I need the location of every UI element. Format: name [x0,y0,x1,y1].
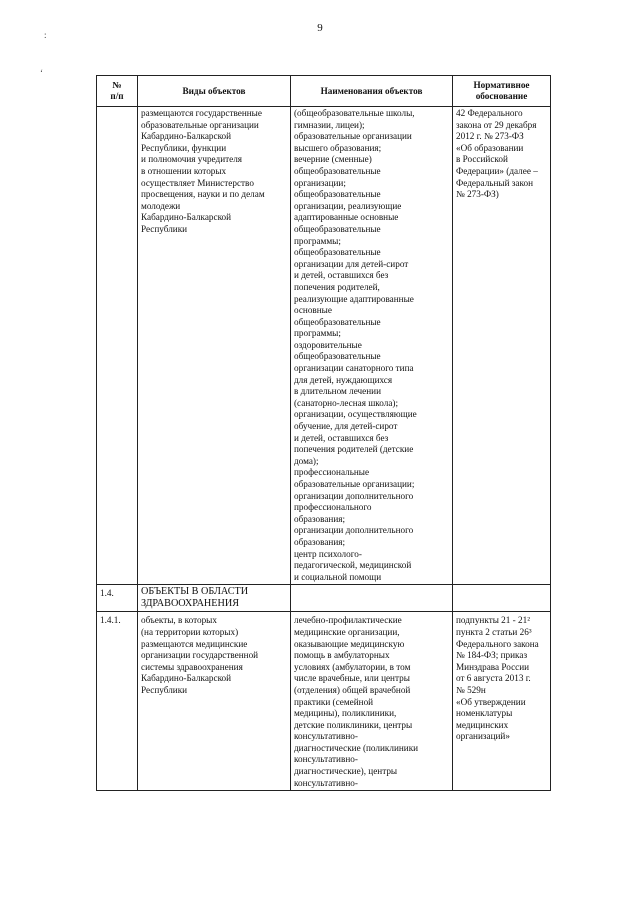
cell-num [97,107,138,585]
cell-basis [453,585,551,612]
cell-kind: объекты, в которых (на территории которых) размещаются медицинские организации государственной системы здравоохранения Кабардино-Балкарской Республики [138,612,291,791]
page-number: 9 [317,22,323,34]
table-row [97,612,551,791]
cell-num: 1.4.1. [97,612,138,791]
table-header-row [97,76,551,107]
cell-basis: 42 Федерального закона от 29 декабря 2012 г. № 273-ФЗ «Об образовании в Российской Федерации» (далее – Федеральный закон № 273-ФЗ) [453,107,551,585]
section-title: ОБЪЕКТЫ В ОБЛАСТИ ЗДРАВООХРАНЕНИЯ [138,585,291,612]
cell-name [291,585,453,612]
cell-name: лечебно-профилактические медицинские организации, оказывающие медицинскую помощь в амбулаторных условиях (амбулатории, в том числе врачебные, или центры (отделения) общей врачебной практики (семейной медицины), поликлиники, детские поликлиники, центры консультативно- диагностические (поликлиники консультативно- диагностические), центры консультативно- [291,612,453,791]
header-num: № п/п [97,76,138,107]
objects-table [96,75,551,791]
header-basis: Нормативное обоснование [453,76,551,107]
scan-artifact: ‘ [40,68,43,78]
cell-num: 1.4. [97,585,138,612]
table-row-section [97,585,551,612]
cell-kind: размещаются государственные образовательные организации Кабардино-Балкарской Республики, функции и полномочия учредителя в отношении которых осуществляет Министерство просвещения, науки и по делам молодежи Кабардино-Балкарской Республики [138,107,291,585]
header-kind: Виды объектов [138,76,291,107]
cell-basis: подпункты 21 - 21² пункта 2 статьи 26³ Федерального закона № 184-ФЗ; приказ Минздрава России от 6 августа 2013 г. № 529н «Об утверждении номенклатуры медицинских организаций» [453,612,551,791]
cell-name: (общеобразовательные школы, гимназии, лицеи); образовательные организации высшего образования; вечерние (сменные) общеобразовательные организации; общеобразовательные организации, реализующие адаптированные основные общеобразовательные программы; общеобразовательные организации для детей-сирот и детей, оставшихся без попечения родителей, реализующие адаптированные основные общеобразовательные программы; оздоровительные общеобразовательные организации санаторного типа для детей, нуждающихся в длительном лечении (санаторно-лесная школа); организации, осуществляющие обучение, для детей-сирот и детей, оставшихся без попечения родителей (детские дома); профессиональные образовательные организации; организации дополнительного профессионального образования; организации дополнительного образования; центр психолого- педагогической, медицинской и социальной помощи [291,107,453,585]
scan-artifact: : [44,30,47,40]
table-row [97,107,551,585]
header-name: Наименования объектов [291,76,453,107]
